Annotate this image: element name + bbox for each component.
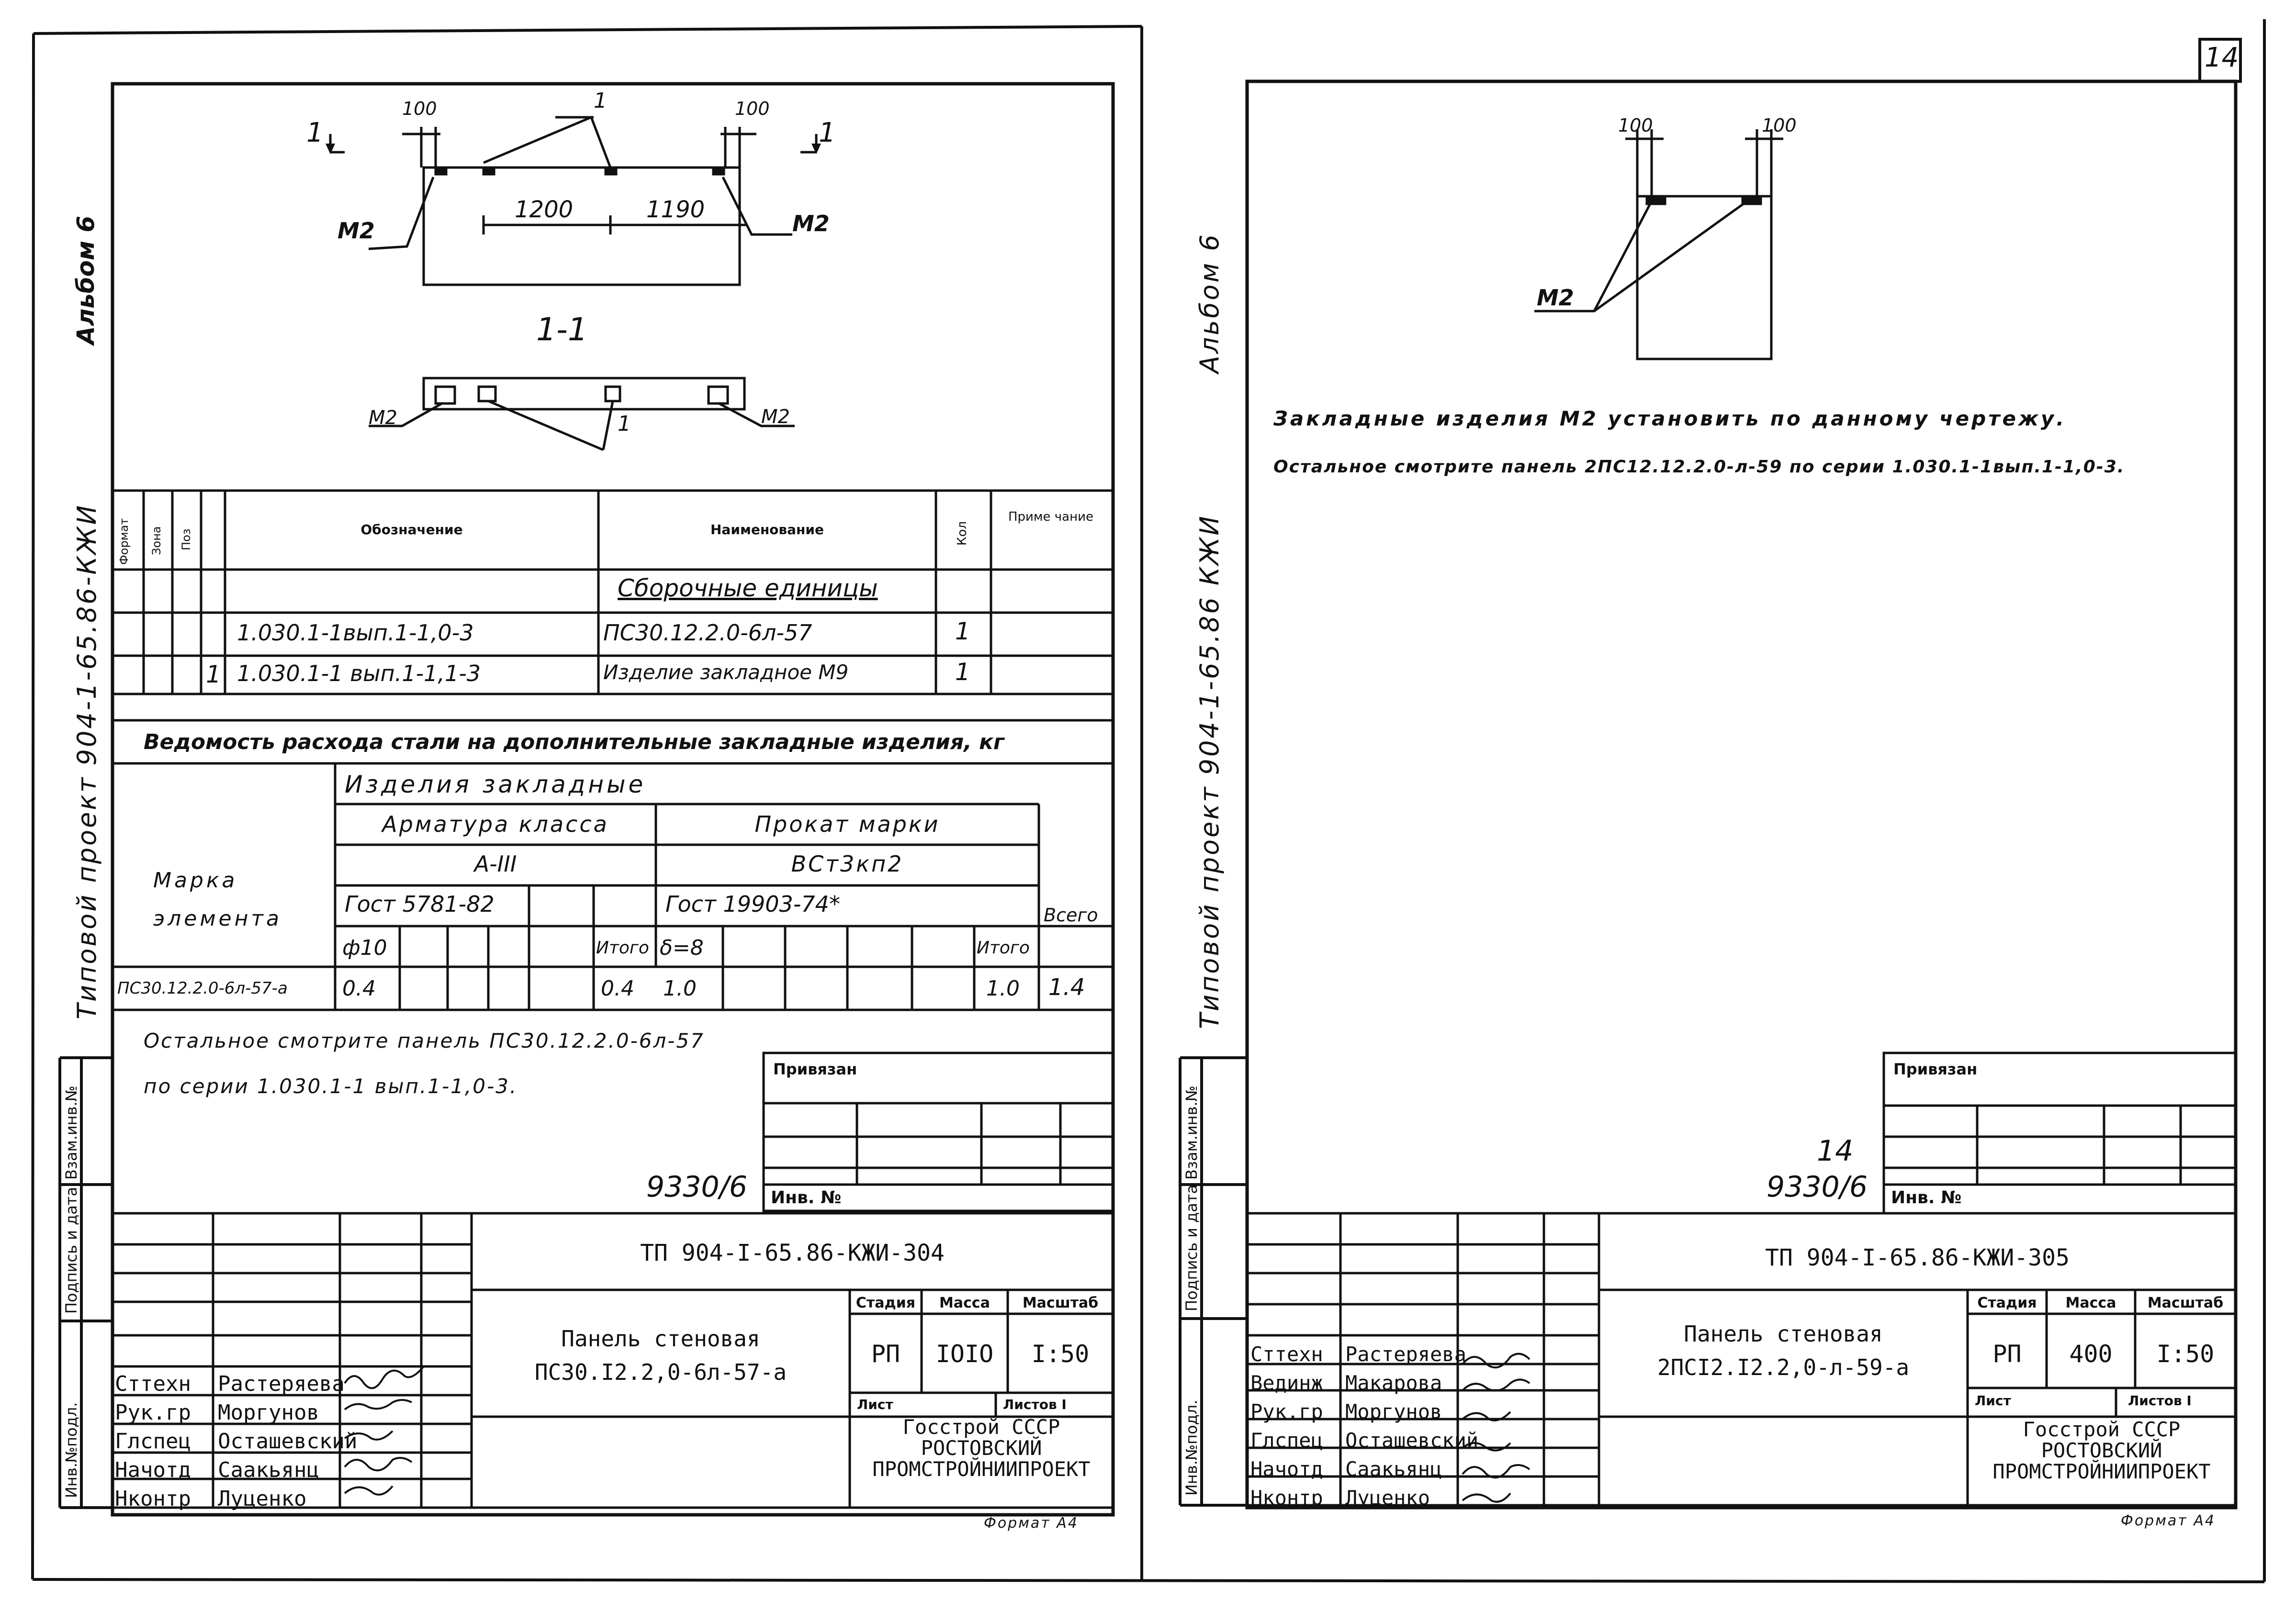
title-name2-left: ПС30.I2.2,0-6л-57-а [534,1359,787,1385]
scale-value-left: I:50 [1031,1340,1090,1368]
spec-row2-qty: 1 [955,658,970,686]
spec-row1-designation: 1.030.1-1вып.1-1,0-3 [237,620,474,646]
mass-label-right: Масса [2065,1295,2116,1311]
name-left-4: Саакьянц [218,1458,319,1482]
org-line3-right: ПРОМСТРОЙНИИПРОЕКТ [1992,1460,2211,1483]
stage-label-right: Стадия [1977,1295,2037,1311]
org-left [850,1417,1113,1480]
margin-album-right: Альбом 6 [1194,233,1225,373]
org-line1-right: Госстрой СССР [2023,1418,2181,1441]
stamp-sign-right: Подпись и дата [1182,1184,1201,1311]
spec-header-format: Формат [117,518,131,565]
scale-label-right: Масштаб [2147,1295,2224,1311]
name-left-1: Растеряева [218,1372,345,1396]
stamp-vzam-right: Взам.инв.№ [1182,1085,1201,1180]
steel-itogo1-header: Итого [596,938,649,958]
spec-header-name: Наименование [710,522,824,537]
inv-number-right: 9330/6 [1767,1170,1868,1204]
note-line1-right: Закладные изделия М2 установить по данному чертежу. [1273,407,2067,430]
dim-1190: 1190 [646,196,705,223]
steel-rebar-gost: Гост 5781-82 [345,891,495,917]
dim-100-right: 100 [735,98,770,119]
margin-project-left: Типовой проект 904-1-65.86-КЖИ [72,503,102,1019]
steel-title: Ведомость расхода стали на дополнительные закладные изделия, кг [144,730,1005,754]
dim-100-right-r: 100 [1762,115,1797,136]
stage-label-left: Стадия [855,1295,916,1311]
role-left-2: Рук.гр [115,1400,191,1425]
name-right-4: Осташевский [1345,1429,1479,1452]
section-mark-left: 1 [306,117,324,148]
org-line2-right: РОСТОВСКИЙ [2041,1439,2162,1462]
scale-label-left: Масштаб [1022,1295,1099,1311]
scale-value-right: I:50 [2156,1340,2215,1368]
steel-rolled-mark: Прокат марки [754,811,940,837]
dim-100-left: 100 [402,98,437,119]
m2-section-left: М2 [369,407,397,429]
margin-album-left: Альбом 6 [72,215,100,345]
steel-mark-label: Марка элемента [153,868,282,931]
name-left-2: Моргунов [218,1400,319,1425]
role-right-2: Вединж [1250,1371,1323,1395]
name-right-5: Саакьянц [1345,1457,1442,1481]
stamp-inv-right: Инв.№подл. [1182,1399,1201,1496]
title-name1-left: Панель стеновая [561,1326,760,1352]
org-right [1968,1419,2236,1482]
steel-row-phi: 0.4 [342,976,376,1001]
spec-header-qty: Кол [955,521,969,546]
steel-rolled-value: ВСт3кп2 [791,851,904,877]
note-line2-right: Остальное смотрите панель 2ПС12.12.2.0-л-59 по серии 1.030.1-1вып.1-1,0-3. [1273,457,2125,477]
people-roles-right [1250,1340,1323,1512]
spec-header-note: Приме чание [1008,510,1093,524]
spec-group-title: Сборочные единицы [618,574,878,602]
role-right-4: Глспец [1250,1429,1323,1452]
spec-row2-pos: 1 [206,660,221,688]
dim-100-left-r: 100 [1618,115,1653,136]
steel-row-mark: ПС30.12.2.0-6л-57-а [117,979,288,998]
section-title: 1-1 [536,311,588,348]
title-code-right: ТП 904-I-65.86-КЖИ-305 [1765,1244,2070,1271]
mass-value-left: IOIO [935,1340,994,1368]
inv-label-right: Инв. № [1891,1188,1962,1208]
inv-number-left: 9330/6 [646,1170,748,1204]
stamp-inv-left: Инв.№подл. [62,1402,80,1498]
role-left-5: Нконтр [115,1487,191,1511]
steel-total-header: Всего [1044,905,1098,926]
format-right: Формат А4 [2121,1512,2216,1529]
m2-label-right: М2 [792,211,830,236]
steel-rolled-gost: Гост 19903-74* [665,891,840,917]
steel-group: Изделия закладные [345,771,646,798]
name-left-3: Осташевский [218,1429,358,1454]
sheet-label-left: Лист [857,1397,893,1412]
steel-itogo2-header: Итого [977,938,1030,958]
stamp-sign-left: Подпись и дата [62,1186,80,1314]
role-right-6: Нконтр [1250,1486,1323,1510]
spec-row1-name: ПС30.12.2.0-6л-57 [603,620,812,646]
spec-row2-designation: 1.030.1-1 вып.1-1,1-3 [237,660,481,686]
page-number: 14 [2205,42,2239,73]
role-right-3: Рук.гр [1250,1400,1323,1423]
name-right-3: Моргунов [1345,1400,1442,1423]
steel-rebar-value: А-III [474,851,517,877]
position-label-top: 1 [594,89,607,113]
steel-row-itogo1: 0.4 [601,976,634,1001]
position-label-bottom: 1 [618,412,631,436]
privyazan-left: Привязан [773,1060,857,1078]
steel-delta-header: δ=8 [660,936,704,960]
m2-label-r: М2 [1537,285,1574,311]
sheets-label-right: Листов I [2128,1393,2192,1409]
stage-value-left: РП [871,1340,900,1368]
sheet-handwritten-right: 14 [1817,1134,1854,1168]
name-right-6: Луценко [1345,1486,1430,1510]
spec-header-pos: Поз [180,528,193,550]
note-line1-left: Остальное смотрите панель ПС30.12.2.0-6л-57 [144,1029,705,1052]
sheet-label-right: Лист [1975,1393,2011,1409]
role-right-5: Начотд [1250,1457,1323,1481]
role-left-1: Сттехн [115,1372,191,1396]
org-line1-left: Госстрой СССР [902,1415,1060,1439]
spec-row2-name: Изделие закладное М9 [603,660,849,684]
steel-rebar-class: Арматура класса [382,811,609,837]
spec-row1-qty: 1 [955,617,970,645]
privyazan-right: Привязан [1893,1060,1978,1078]
stamp-vzam-left: Взам.инв.№ [62,1085,80,1180]
format-left: Формат А4 [984,1515,1079,1532]
people-names-left [218,1370,357,1513]
spec-header-designation: Обозначение [360,522,463,537]
name-right-1: Растеряева [1345,1342,1466,1366]
inv-label-left: Инв. № [771,1188,842,1208]
mass-value-right: 400 [2069,1340,2113,1368]
people-names-right [1345,1340,1478,1512]
title-name1-right: Панель стеновая [1684,1321,1883,1347]
org-line3-left: ПРОМСТРОЙНИИПРОЕКТ [872,1457,1091,1481]
name-right-2: Макарова [1345,1371,1442,1395]
m2-label-left: М2 [338,218,375,244]
steel-row-total: 1.4 [1048,974,1085,1001]
mass-label-left: Масса [939,1295,990,1311]
people-roles-left [115,1370,191,1513]
stage-value-right: РП [1992,1340,2022,1368]
org-line2-left: РОСТОВСКИЙ [921,1436,1042,1460]
title-name2-right: 2ПСI2.I2.2,0-л-59-а [1657,1354,1910,1380]
section-mark-right: 1 [819,117,836,148]
name-left-5: Луценко [218,1487,307,1511]
m2-section-right: М2 [761,406,790,428]
margin-project-right: Типовой проект 904-1-65.86 КЖИ [1194,514,1225,1029]
title-code-left: ТП 904-I-65.86-КЖИ-304 [640,1240,945,1266]
role-left-3: Глспец [115,1429,191,1454]
role-left-4: Начотд [115,1458,191,1482]
steel-phi-header: ф10 [342,936,387,960]
steel-row-delta: 1.0 [663,976,697,1001]
steel-row-itogo2: 1.0 [986,976,1020,1001]
note-line2-left: по серии 1.030.1-1 вып.1-1,0-3. [144,1074,518,1098]
dim-1200: 1200 [515,196,574,223]
spec-header-zone: Зона [150,526,163,555]
role-right-1: Сттехн [1250,1342,1323,1366]
sheets-label-left: Листов I [1003,1397,1067,1412]
